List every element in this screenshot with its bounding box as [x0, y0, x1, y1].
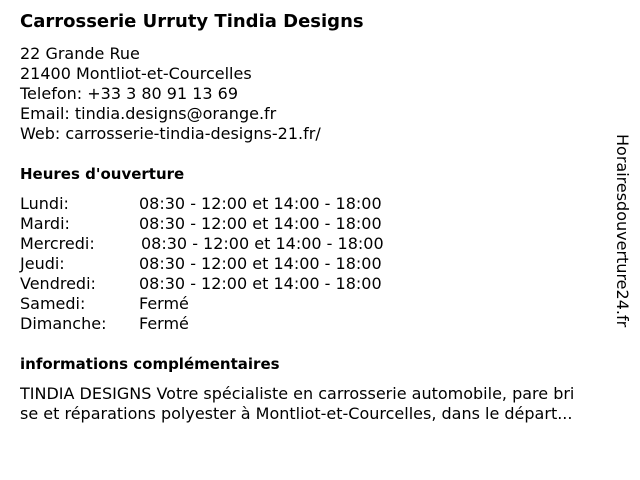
hours-day: Samedi:	[20, 294, 86, 313]
hours-time: Fermé	[139, 294, 189, 313]
hours-heading: Heures d'ouverture	[20, 165, 185, 183]
hours-day: Vendredi:	[20, 274, 96, 293]
description-line: se et réparations polyester à Montliot-et-Courcelles, dans le départ...	[20, 404, 573, 423]
hours-time: 08:30 - 12:00 et 14:00 - 18:00	[139, 214, 382, 233]
hours-row-wednesday	[20, 234, 440, 254]
website: Web: carrosserie-tindia-designs-21.fr/	[20, 124, 321, 143]
description-line: TINDIA DESIGNS Votre spécialiste en carrosserie automobile, pare bri	[20, 384, 575, 403]
site-watermark: Horairesdouverture24.fr	[613, 134, 632, 328]
hours-day: Lundi:	[20, 194, 69, 213]
phone-number: Telefon: +33 3 80 91 13 69	[20, 84, 239, 103]
hours-day: Mercredi:	[20, 234, 95, 253]
hours-time: Fermé	[139, 314, 189, 333]
hours-time: 08:30 - 12:00 et 14:00 - 18:00	[139, 194, 382, 213]
hours-time: 08:30 - 12:00 et 14:00 - 18:00	[141, 234, 384, 253]
contact-block	[20, 44, 321, 144]
hours-row-monday	[20, 194, 440, 214]
hours-row-saturday	[20, 294, 440, 314]
address-city: 21400 Montliot-et-Courcelles	[20, 64, 252, 83]
hours-day: Jeudi:	[20, 254, 65, 273]
business-name: Carrosserie Urruty Tindia Designs	[20, 11, 364, 32]
opening-hours-table	[20, 194, 440, 334]
hours-row-sunday	[20, 314, 440, 334]
address-street: 22 Grande Rue	[20, 44, 140, 63]
hours-time: 08:30 - 12:00 et 14:00 - 18:00	[139, 254, 382, 273]
hours-row-thursday	[20, 254, 440, 274]
hours-day: Mardi:	[20, 214, 70, 233]
hours-row-tuesday	[20, 214, 440, 234]
hours-day: Dimanche:	[20, 314, 107, 333]
hours-row-friday	[20, 274, 440, 294]
hours-time: 08:30 - 12:00 et 14:00 - 18:00	[139, 274, 382, 293]
email-address: Email: tindia.designs@orange.fr	[20, 104, 277, 123]
business-description	[20, 384, 630, 424]
info-heading: informations complémentaires	[20, 355, 280, 373]
